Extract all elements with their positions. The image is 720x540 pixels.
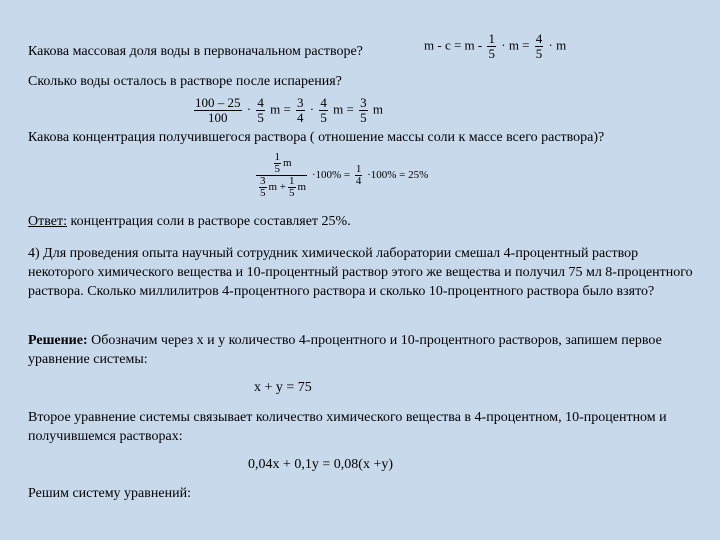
fraction-numerator: 3: [360, 95, 367, 110]
fraction-numerator: 100 – 25: [195, 95, 241, 110]
fraction-numerator: 3: [260, 175, 266, 187]
formula-mid: · m =: [501, 37, 530, 53]
operator: ·: [309, 101, 315, 117]
variable: m +: [268, 181, 287, 194]
fraction-numerator: 3: [297, 95, 304, 110]
equation-2: 0,04x + 0,1y = 0,08(x +y): [248, 457, 394, 472]
operator: m =: [333, 101, 354, 117]
fraction-denominator: 4: [355, 175, 362, 187]
fraction-denominator: 5: [535, 46, 543, 61]
fraction-one-fifth: [288, 176, 296, 199]
operator: m: [372, 101, 383, 117]
operator: ·: [246, 101, 252, 117]
second-equation-paragraph: Второе уравнение системы связывает количество химического вещества в 4-процентном, 10-процентном и получившемся растворах:: [28, 410, 667, 444]
fraction-four-fifths: [535, 32, 544, 61]
fraction-three-fifths: [359, 96, 368, 125]
fraction-one-quarter: [355, 164, 363, 187]
equation-1: x + y = 75: [254, 380, 312, 395]
fraction-numerator: 1: [355, 163, 362, 175]
fraction-denominator: 5: [289, 187, 295, 199]
fraction-numerator: 4: [257, 95, 264, 110]
question-water-fraction: Какова массовая доля воды в первоначальном растворе?: [28, 44, 363, 59]
formula-tail: ·100% = 25%: [367, 169, 429, 182]
fraction-numerator: 4: [320, 95, 327, 110]
problem-4-text: 4) Для проведения опыта научный сотрудник химической лаборатории смешал 4-процентный раствор некоторого химического вещества и 10-процентный раствор этого же вещества и получил 75 мл 8-процентного раствора. Сколько миллилитров 4-процентного раствора и сколько 10-процентного раствора было взято?: [28, 246, 693, 299]
fraction-numerator: 4: [535, 31, 543, 46]
operator: m =: [270, 101, 291, 117]
fraction-numerator: 1: [289, 175, 295, 187]
fraction-denominator: 5: [274, 163, 280, 175]
answer-line: [28, 214, 351, 230]
formula-lhs: m - c = m -: [424, 37, 483, 53]
formula-mid: ·100% =: [311, 169, 351, 182]
fraction-three-quarters: [296, 96, 305, 125]
fraction-three-fifths: [259, 176, 267, 199]
fraction-denominator: 5: [320, 110, 327, 125]
compound-denominator: [256, 176, 307, 199]
compound-fraction: [256, 152, 307, 199]
formula-water-remaining: [192, 96, 383, 125]
fraction-percent: [194, 96, 242, 125]
fraction-denominator: 5: [488, 46, 495, 61]
final-line: Решим систему уравнений:: [28, 486, 191, 501]
fraction-four-fifths: [319, 96, 328, 125]
fraction-denominator: 4: [297, 110, 304, 125]
fraction-denominator: 5: [260, 187, 266, 199]
answer-text: концентрация соли в растворе составляет 25%.: [66, 214, 351, 229]
variable: m: [297, 181, 307, 194]
answer-label: Ответ:: [28, 214, 67, 229]
fraction-one-fifth: [274, 152, 282, 175]
fraction-denominator: 100: [208, 110, 228, 125]
fraction-denominator: 5: [257, 110, 264, 125]
solution-paragraph: [28, 331, 698, 369]
fraction-denominator: 5: [360, 110, 367, 125]
formula-tail: · m: [548, 37, 567, 53]
fraction-numerator: 1: [488, 31, 495, 46]
question-water-remaining: Сколько воды осталось в растворе после испарения?: [28, 74, 342, 89]
fraction-four-fifths: [256, 96, 265, 125]
variable: m: [283, 157, 292, 170]
fraction-numerator: 1: [274, 151, 280, 163]
fraction-one-fifth: [487, 32, 496, 61]
solution-text: Обозначим через x и y количество 4-процентного и 10-процентного растворов, запишем первое уравнение системы:: [28, 333, 662, 367]
question-concentration: Какова концентрация получившегося раствора ( отношение массы соли к массе всего раствора)?: [28, 130, 605, 145]
compound-numerator: [256, 152, 307, 176]
formula-water-fraction: [424, 32, 566, 61]
formula-concentration: [254, 152, 428, 199]
solution-label: Решение:: [28, 333, 88, 348]
